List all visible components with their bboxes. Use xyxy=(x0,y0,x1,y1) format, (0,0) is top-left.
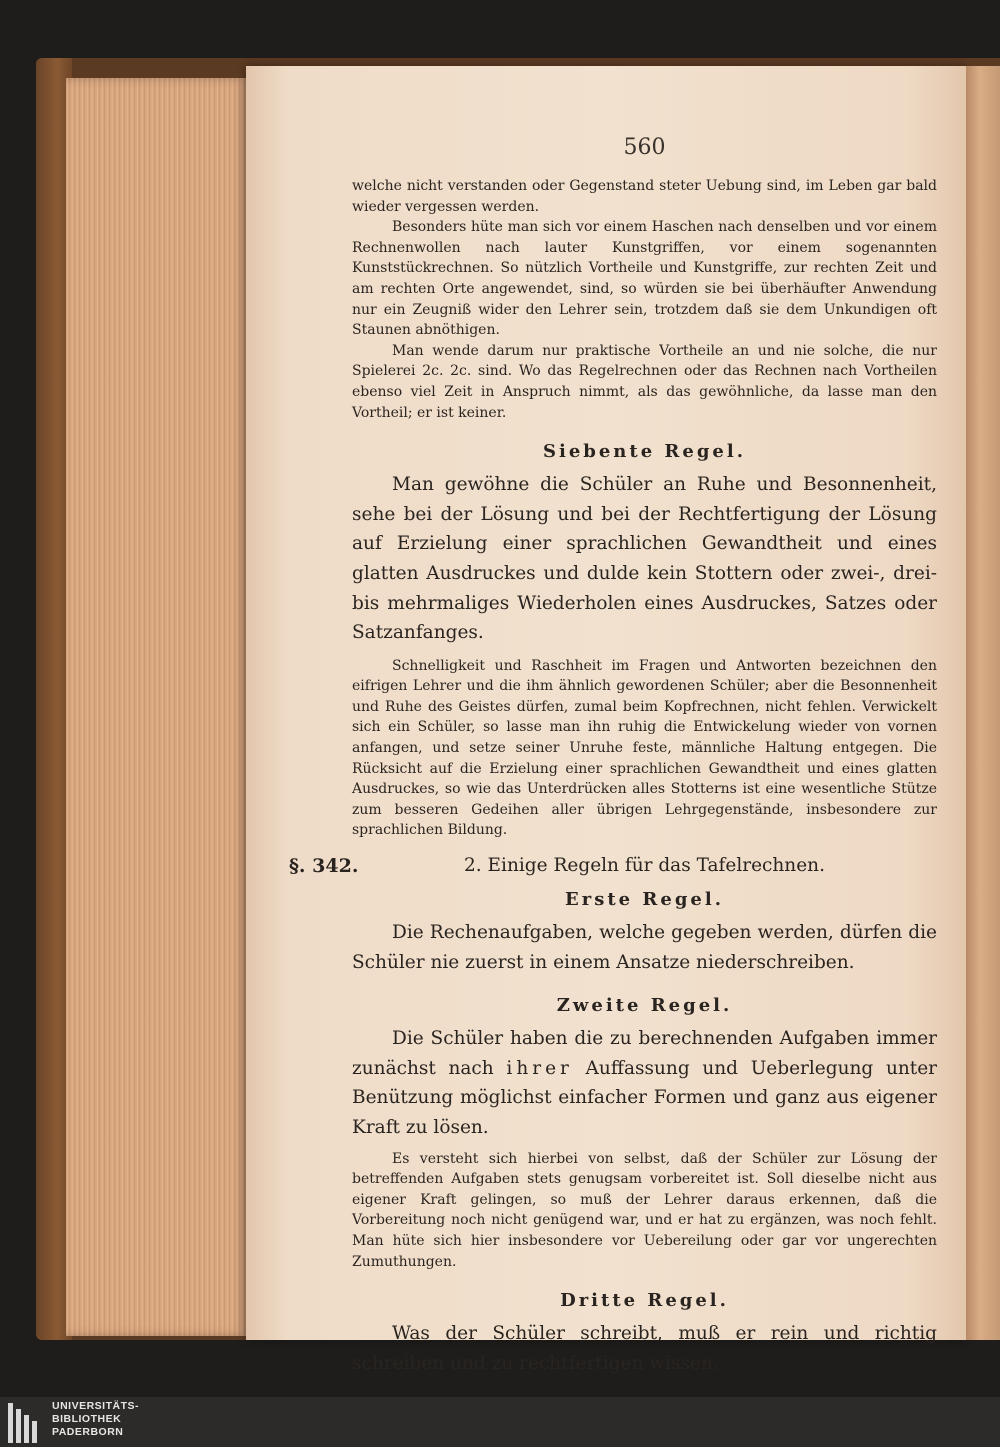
library-name-line: UNIVERSITÄTS- xyxy=(52,1400,140,1412)
section-title: 2. Einige Regeln für das Tafelrechnen. xyxy=(464,855,825,877)
rule-text-part: Die Schüler haben die zu berechnenden Aufgaben immer zunächst nach xyxy=(352,1028,937,1079)
paragraph: Man wende darum nur praktische Vortheile an und nie solche, die nur Spielerei 2c. 2c. sind. Wo das Regelrechnen oder das Rechnen nach Vortheilen ebenso viel Zeit in Anspruch nimmt, als das gewöhnliche, da lasse man den Vortheil; er ist keiner. xyxy=(352,342,937,421)
page-number: 560 xyxy=(623,135,666,160)
section-header xyxy=(289,855,937,881)
page-text xyxy=(289,135,937,1378)
rule-heading: Siebente Regel. xyxy=(542,441,746,463)
rule-heading: Dritte Regel. xyxy=(560,1290,729,1312)
rule-text-part: Auffassung und Ueberlegung unter Benützung möglichst einfacher Formen und ganz aus eigener Kraft zu lösen. xyxy=(352,1057,937,1138)
library-name-line: BIBLIOTHEK xyxy=(52,1413,122,1425)
library-name xyxy=(52,1400,139,1439)
page-stack xyxy=(66,78,248,1336)
library-name-line: PADERBORN xyxy=(52,1426,124,1438)
rule-text: Was der Schüler schreibt, muß er rein und richtig schreiben und zu rechtfertigen wissen. xyxy=(352,1323,937,1374)
paragraph: Besonders hüte man sich vor einem Haschen nach denselben und vor einem Rechnenwollen nach lauter Kunstgriffen, vor einem sogenannten Kunststückrechnen. So nützlich Vortheile und Kunstgriffe, zur rechten Zeit und am rechten Orte angewendet, sind, so würden sie bei überhäufter Anwendung nur ein Zeugniß wider den Lehrer sein, trotzdem daß sie dem Unkundigen oft Staunen abnöthigen. xyxy=(352,219,937,339)
facing-page-edge xyxy=(966,66,1000,1340)
rule-text: Die Rechenaufgaben, welche gegeben werden, dürfen die Schüler nie zuerst in einem Ansatze niederschreiben. xyxy=(352,922,937,973)
library-footer xyxy=(0,1397,1000,1447)
rule-text: Man gewöhne die Schüler an Ruhe und Besonnenheit, sehe bei der Lösung und bei der Rechtfertigung der Lösung auf Erzielung einer sprachlichen Gewandtheit und eines glatten Ausdruckes und dulde kein Stottern oder zwei-, drei- bis mehrmaliges Wiederholen eines Ausdruckes, Satzes oder Satzanfanges. xyxy=(352,474,937,644)
rule-heading: Zweite Regel. xyxy=(556,995,733,1017)
paragraph: welche nicht verstanden oder Gegenstand steter Uebung sind, im Leben gar bald wieder vergessen werden. xyxy=(352,178,937,215)
section-number: §. 342. xyxy=(289,855,359,878)
rule-heading: Erste Regel. xyxy=(565,889,724,911)
paragraph: Schnelligkeit und Raschheit im Fragen und Antworten bezeichnen den eifrigen Lehrer und die ihm ähnlich gewordenen Schüler; aber die Besonnenheit und Ruhe des Geistes dürfen, zumal beim Kopfrechnen, nicht fehlen. Verwickelt sich ein Schüler, so lasse man ihn ruhig die Entwickelung wieder von vornen anfangen, und setze seiner Unruhe feste, männliche Haltung entgegen. Die Rücksicht auf die Erzielung einer sprachlichen Gewandtheit und eines glatten Ausdruckes, so wie das Unterdrücken alles Stotterns ist eine wesentliche Stütze zum besseren Gedeihen aller übrigen Lehrgegenstände, insbesondere zur sprachlichen Bildung. xyxy=(352,657,937,839)
paragraph: Es versteht sich hierbei von selbst, daß der Schüler zur Lösung der betreffenden Aufgaben stets genugsam vorbereitet ist. Soll dieselbe nicht aus eigener Kraft gelingen, so muß der Lehrer daraus erkennen, daß die Vorbereitung noch nicht genügend war, und er hat zu ergänzen, was noch fehlt. Man hüte sich hier insbesondere vor Uebereilung oder gar vor ungerechten Zumuthungen. xyxy=(352,1150,937,1270)
emphasized-word: ihrer xyxy=(506,1057,573,1079)
library-logo-icon xyxy=(8,1403,46,1443)
rule-text xyxy=(352,1024,937,1142)
